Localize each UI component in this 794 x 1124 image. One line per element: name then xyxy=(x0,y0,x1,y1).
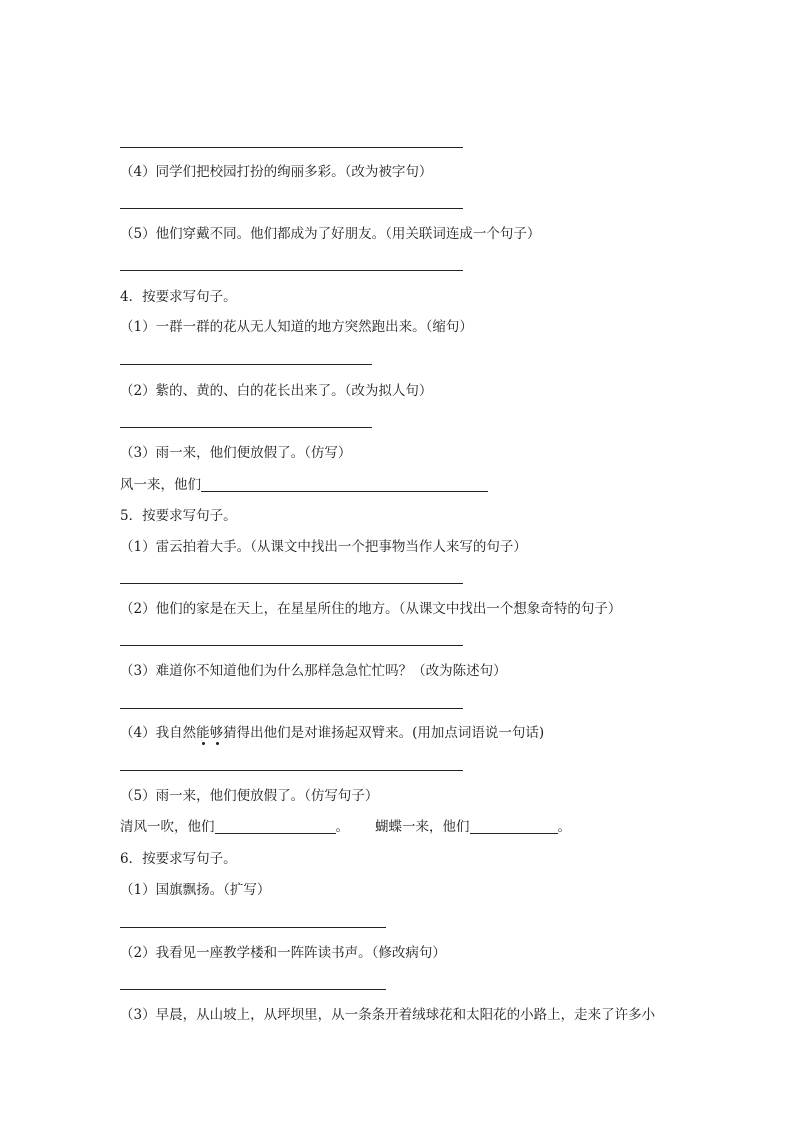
q5-item4-part1: （4）我 xyxy=(120,725,170,741)
q6-heading: 6．按要求写句子。 xyxy=(120,851,237,867)
q6-item1-prompt: （1）国旗飘扬。（扩写） xyxy=(120,882,271,898)
q4-item2-prompt: （2）紫的、黄的、白的花长出来了。（改为拟人句） xyxy=(120,383,433,399)
dotted-text: 自然 xyxy=(169,725,197,741)
q5-item2-prompt: （2）他们的家是在天上，在星星所住的地方。（从课文中找出一个想象奇特的句子） xyxy=(120,601,622,617)
answer-line[interactable] xyxy=(120,427,372,428)
emphasized-word xyxy=(169,725,196,741)
q4-item3-fill xyxy=(120,476,488,494)
fill-prefix: 风一来，他们 xyxy=(120,477,201,493)
q5-item4-part2: 能够猜得出他们是对谁扬起双臂来。(用加点词语说一句话) xyxy=(196,725,545,741)
q5-item5-prompt: （5）雨一来，他们便放假了。（仿写句子） xyxy=(120,788,379,804)
answer-line[interactable] xyxy=(120,927,386,928)
q5-item4-prompt xyxy=(120,724,544,742)
q5-item3-prompt: （3）难道你不知道他们为什么那样急急忙忙吗？（改为陈述句） xyxy=(120,663,507,679)
q3-item4-prompt: （4）同学们把校园打扮的绚丽多彩。（改为被字句） xyxy=(120,164,433,180)
emphasis-dot xyxy=(202,742,205,745)
emphasis-dot xyxy=(216,742,219,745)
q6-item2-prompt: （2）我看见一座教学楼和一阵阵读书声。（修改病句） xyxy=(120,945,446,961)
answer-line[interactable] xyxy=(120,583,463,584)
q4-heading: 4．按要求写句子。 xyxy=(120,289,237,305)
answer-line[interactable] xyxy=(120,708,463,709)
fill-blank[interactable] xyxy=(470,819,558,834)
q5-item5-fill xyxy=(120,818,571,836)
punctuation: 。 xyxy=(335,819,349,835)
answer-line[interactable] xyxy=(120,645,463,646)
answer-line[interactable] xyxy=(120,770,463,771)
answer-line[interactable] xyxy=(120,270,463,271)
q5-item1-prompt: （1）雷云拍着大手。（从课文中找出一个把事物当作人来写的句子） xyxy=(120,539,527,555)
fill-prefix: 蝴蝶一来，他们 xyxy=(375,819,470,835)
q4-item1-prompt: （1）一群一群的花从无人知道的地方突然跑出来。（缩句） xyxy=(120,319,473,335)
fill-blank[interactable] xyxy=(215,819,336,834)
answer-line[interactable] xyxy=(120,989,386,990)
q3-item5-prompt: （5）他们穿戴不同。他们都成为了好朋友。（用关联词连成一个句子） xyxy=(120,226,541,242)
answer-line[interactable] xyxy=(120,147,463,148)
fill-blank[interactable] xyxy=(201,477,488,492)
fill-prefix: 清风一吹，他们 xyxy=(120,819,215,835)
answer-line[interactable] xyxy=(120,208,463,209)
q5-heading: 5．按要求写句子。 xyxy=(120,508,237,524)
q6-item3-prompt: （3）早晨，从山坡上，从坪坝里，从一条条开着绒球花和太阳花的小路上，走来了许多小 xyxy=(120,1007,656,1023)
punctuation: 。 xyxy=(557,819,571,835)
answer-line[interactable] xyxy=(120,364,372,365)
q4-item3-prompt: （3）雨一来，他们便放假了。（仿写） xyxy=(120,445,352,461)
